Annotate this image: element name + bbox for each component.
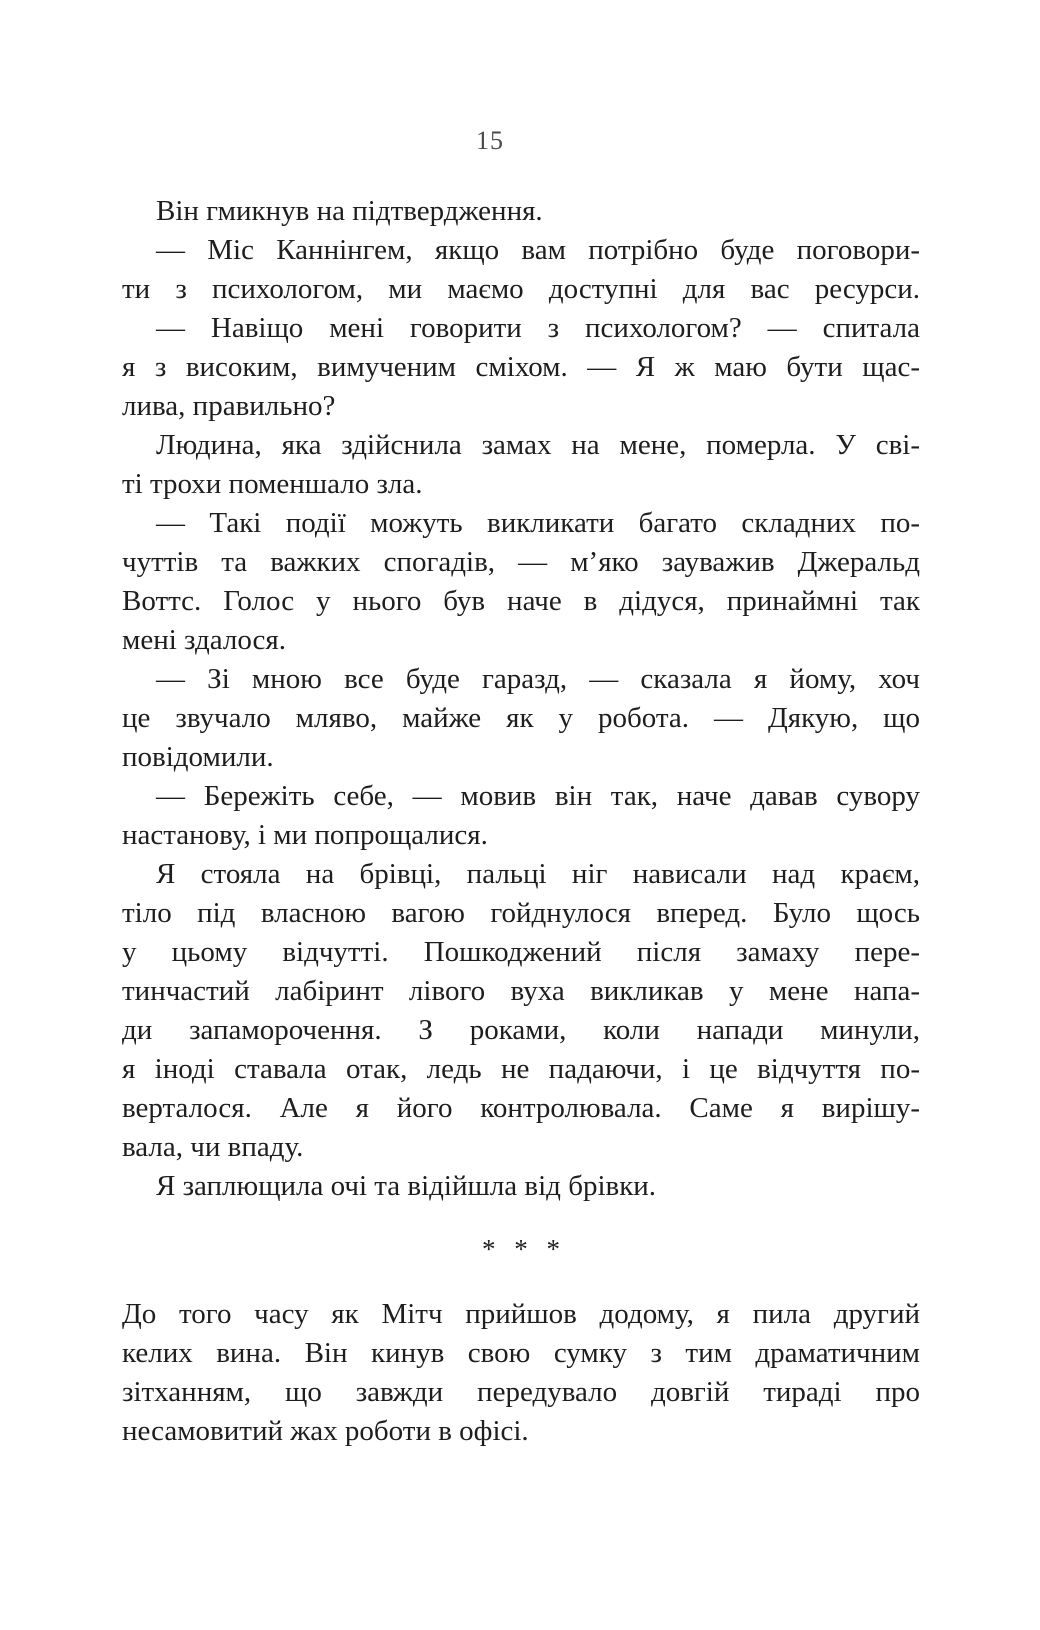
paragraph <box>122 309 920 426</box>
text-line: ти з психологом, ми маємо доступні для вас ресурси. <box>122 273 920 305</box>
text-line: — Такі події можуть викликати багато складних по- <box>156 507 920 539</box>
paragraph <box>122 231 920 309</box>
text-line: зітханням, що завжди передувало довгій тираді про <box>122 1376 920 1408</box>
paragraph <box>122 855 920 1167</box>
paragraph <box>122 777 920 855</box>
scene-break: * * * <box>482 1234 560 1264</box>
text-line: повідомили. <box>122 741 274 773</box>
text-line: Воттс. Голос у нього був наче в дідуся, принаймні так <box>122 585 920 617</box>
paragraph <box>122 1167 920 1206</box>
text-line: — Бережіть себе, — мовив він так, наче давав сувору <box>156 780 920 812</box>
paragraph <box>122 1295 920 1451</box>
text-line: тіло під власною вагою гойднулося вперед. Було щось <box>122 897 920 929</box>
text-line: Я стояла на брівці, пальці ніг нависали над краєм, <box>156 858 920 890</box>
text-block <box>122 192 920 1451</box>
text-line: келих вина. Він кинув свою сумку з тим драматичним <box>122 1337 920 1369</box>
text-line: ті трохи поменшало зла. <box>122 468 423 500</box>
text-line: — Навіщо мені говорити з психологом? — спитала <box>156 312 920 344</box>
text-line: Людина, яка здійснила замах на мене, померла. У сві- <box>156 429 920 461</box>
text-line: До того часу як Мітч прийшов додому, я пила другий <box>122 1298 920 1330</box>
text-line: це звучало мляво, майже як у робота. — Дякую, що <box>122 702 920 734</box>
text-line: настанову, і ми попрощалися. <box>122 819 488 851</box>
text-line: лива, правильно? <box>122 390 336 422</box>
text-line: ди запаморочення. З роками, коли напади минули, <box>122 1014 920 1046</box>
text-line: несамовитий жах роботи в офісі. <box>122 1415 529 1447</box>
text-line: вала, чи впаду. <box>122 1131 304 1163</box>
text-line: Я заплющила очі та відійшла від брівки. <box>156 1170 657 1202</box>
paragraph <box>122 426 920 504</box>
text-line: — Міс Каннінгем, якщо вам потрібно буде поговори- <box>156 234 920 266</box>
text-line: я іноді ставала отак, ледь не падаючи, і це відчуття по- <box>122 1053 920 1085</box>
text-line: у цьому відчутті. Пошкоджений після замаху пере- <box>122 936 920 968</box>
text-line: Він гмикнув на підтвердження. <box>156 195 543 227</box>
paragraph <box>122 504 920 660</box>
text-line: чуттів та важких спогадів, — м’яко зауважив Джеральд <box>122 546 920 578</box>
text-line: тинчастий лабіринт лівого вуха викликав у мене напа- <box>122 975 920 1007</box>
paragraph <box>122 660 920 777</box>
text-line: мені здалося. <box>122 624 287 656</box>
text-line: верталося. Але я його контролювала. Саме я вирішу- <box>122 1092 920 1124</box>
paragraph <box>122 192 920 231</box>
page-number: 15 <box>476 126 504 155</box>
text-line: — Зі мною все буде гаразд, — сказала я йому, хоч <box>156 663 920 695</box>
text-line: я з високим, вимученим сміхом. — Я ж маю бути щас- <box>122 351 920 383</box>
